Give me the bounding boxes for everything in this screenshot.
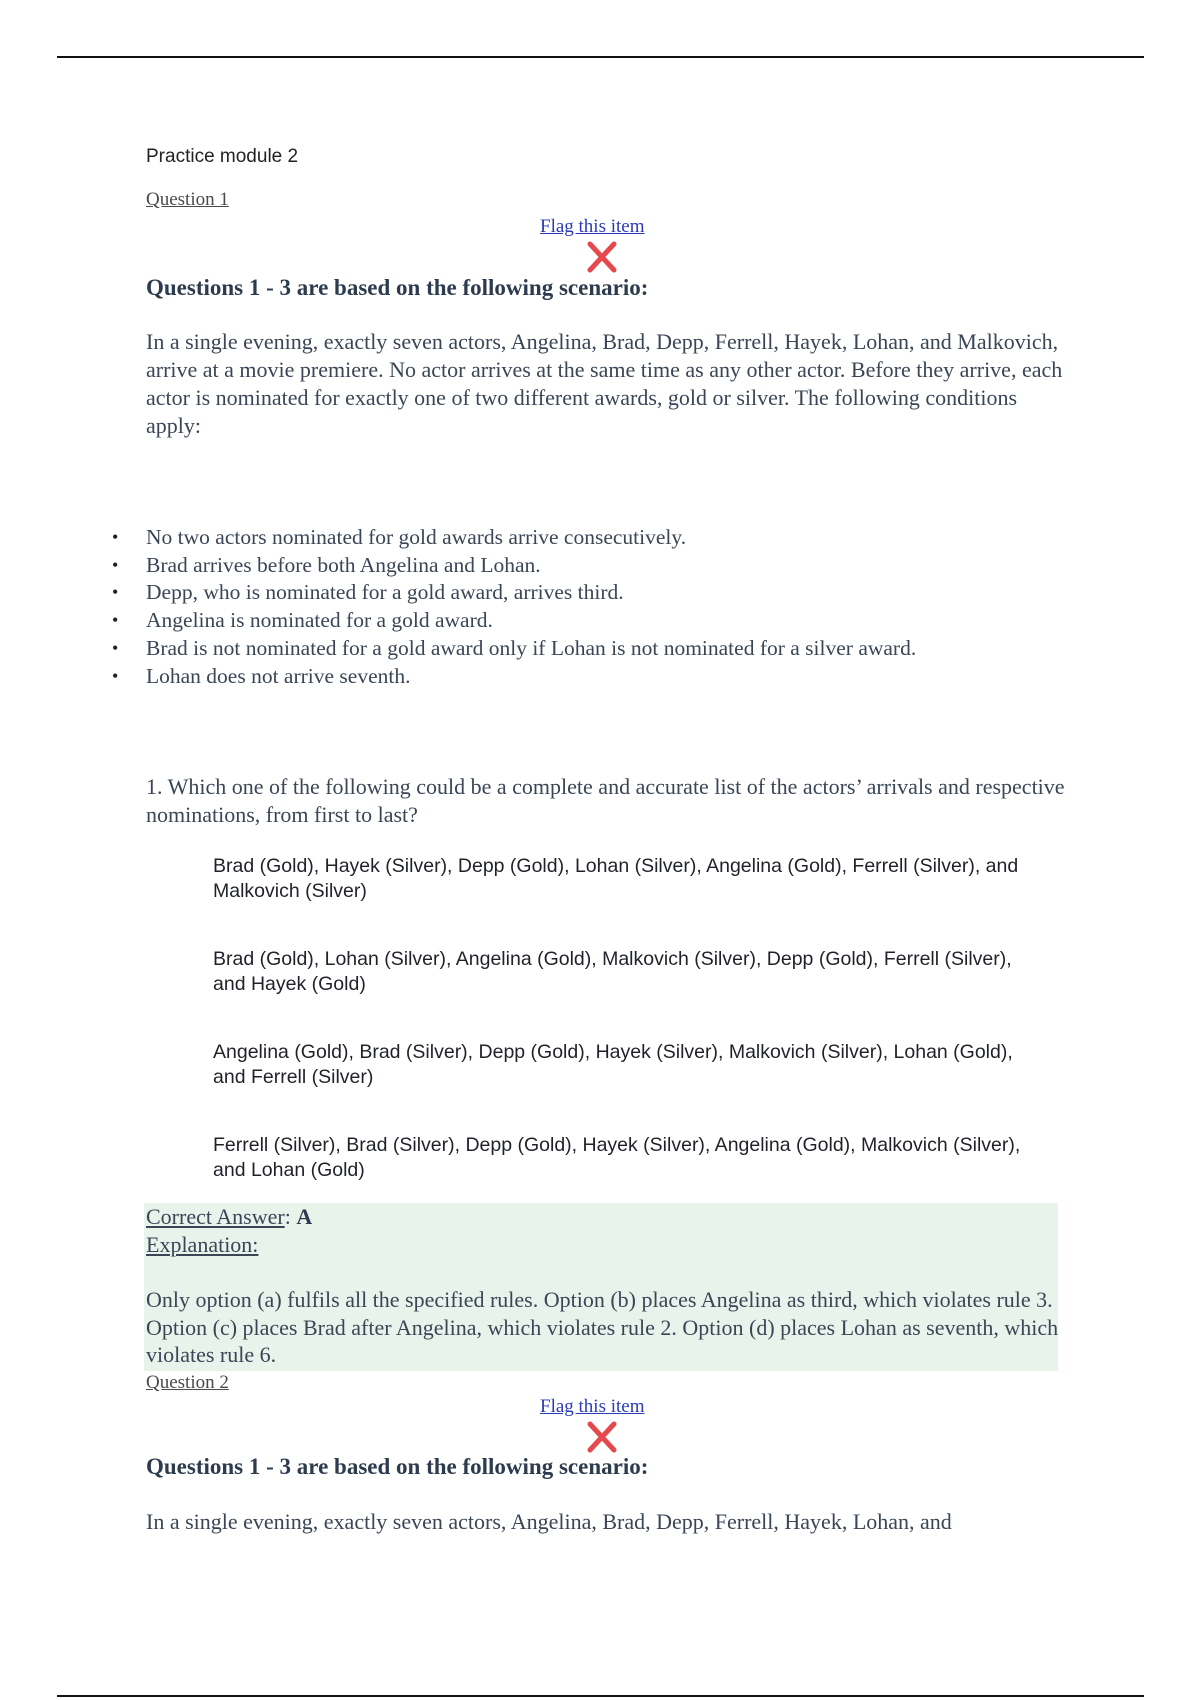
explanation-heading xyxy=(146,1232,258,1258)
scenario-heading-1: Questions 1 - 3 are based on the following scenario: xyxy=(146,275,649,300)
condition-item: • Angelina is nominated for a gold award. xyxy=(146,607,1066,635)
explanation-text: Only option (a) fulfils all the specified rules. Option (b) places Angelina as third, which violates rule 3. Option (c) places Brad after Angelina, which violates rule 2. Option (d) places Lohan as seventh, which violates rule 6. xyxy=(146,1287,1059,1367)
condition-item: • Lohan does not arrive seventh. xyxy=(146,663,1066,691)
answer-option-c[interactable]: Angelina (Gold), Brad (Silver), Depp (Gold), Hayek (Silver), Malkovich (Silver), Lohan (Gold), and Ferrell (Silver) xyxy=(213,1041,1013,1088)
condition-item: • Brad arrives before both Angelina and Lohan. xyxy=(146,552,1066,580)
correct-answer: Correct Answer: A xyxy=(146,1204,313,1229)
correct-answer-value: A xyxy=(296,1204,313,1229)
top-rule xyxy=(57,56,1144,58)
explanation-label: Explanation: xyxy=(146,1232,259,1257)
condition-item: • No two actors nominated for gold awards arrive consecutively. xyxy=(146,524,1066,552)
correct-answer-label: Correct Answer xyxy=(146,1204,285,1229)
question-2-label[interactable]: Question 2 xyxy=(146,1372,229,1393)
scenario-heading-2: Questions 1 - 3 are based on the following scenario: xyxy=(146,1454,649,1479)
module-title: Practice module 2 xyxy=(146,146,299,167)
answer-option-a[interactable]: Brad (Gold), Hayek (Silver), Depp (Gold), Lohan (Silver), Angelina (Gold), Ferrell (Silver), and Malkovich (Silver) xyxy=(213,855,1019,902)
red-x-icon[interactable] xyxy=(585,1420,619,1454)
answer-option-b[interactable]: Brad (Gold), Lohan (Silver), Angelina (Gold), Malkovich (Silver), Depp (Gold), Ferrell (Silver), and Hayek (Gold) xyxy=(213,948,1012,995)
answer-option-d[interactable]: Ferrell (Silver), Brad (Silver), Depp (Gold), Hayek (Silver), Angelina (Gold), Malkovich (Silver), and Lohan (Gold) xyxy=(213,1134,1021,1181)
condition-item: • Brad is not nominated for a gold award only if Lohan is not nominated for a silver award. xyxy=(146,635,1066,663)
question-1-label[interactable]: Question 1 xyxy=(146,189,229,210)
bottom-rule xyxy=(57,1695,1144,1697)
flag-item-link-1[interactable]: Flag this item xyxy=(540,216,645,237)
scenario-text-1: In a single evening, exactly seven actors, Angelina, Brad, Depp, Ferrell, Hayek, Lohan, and Malkovich, arrive at a movie premiere. No actor arrives at the same time as any other actor. Before they arrive, each actor is nominated for exactly one of two different awards, gold or silver. The following conditions apply: xyxy=(146,329,1063,438)
red-x-icon[interactable] xyxy=(585,240,619,274)
scenario-text-2: In a single evening, exactly seven actors, Angelina, Brad, Depp, Ferrell, Hayek, Lohan, and xyxy=(146,1509,952,1534)
flag-item-link-2[interactable]: Flag this item xyxy=(540,1396,645,1417)
conditions-list xyxy=(146,524,1066,690)
condition-item: • Depp, who is nominated for a gold award, arrives third. xyxy=(146,579,1066,607)
question-1-text: 1. Which one of the following could be a complete and accurate list of the actors’ arrivals and respective nominations, from first to last? xyxy=(146,774,1065,827)
